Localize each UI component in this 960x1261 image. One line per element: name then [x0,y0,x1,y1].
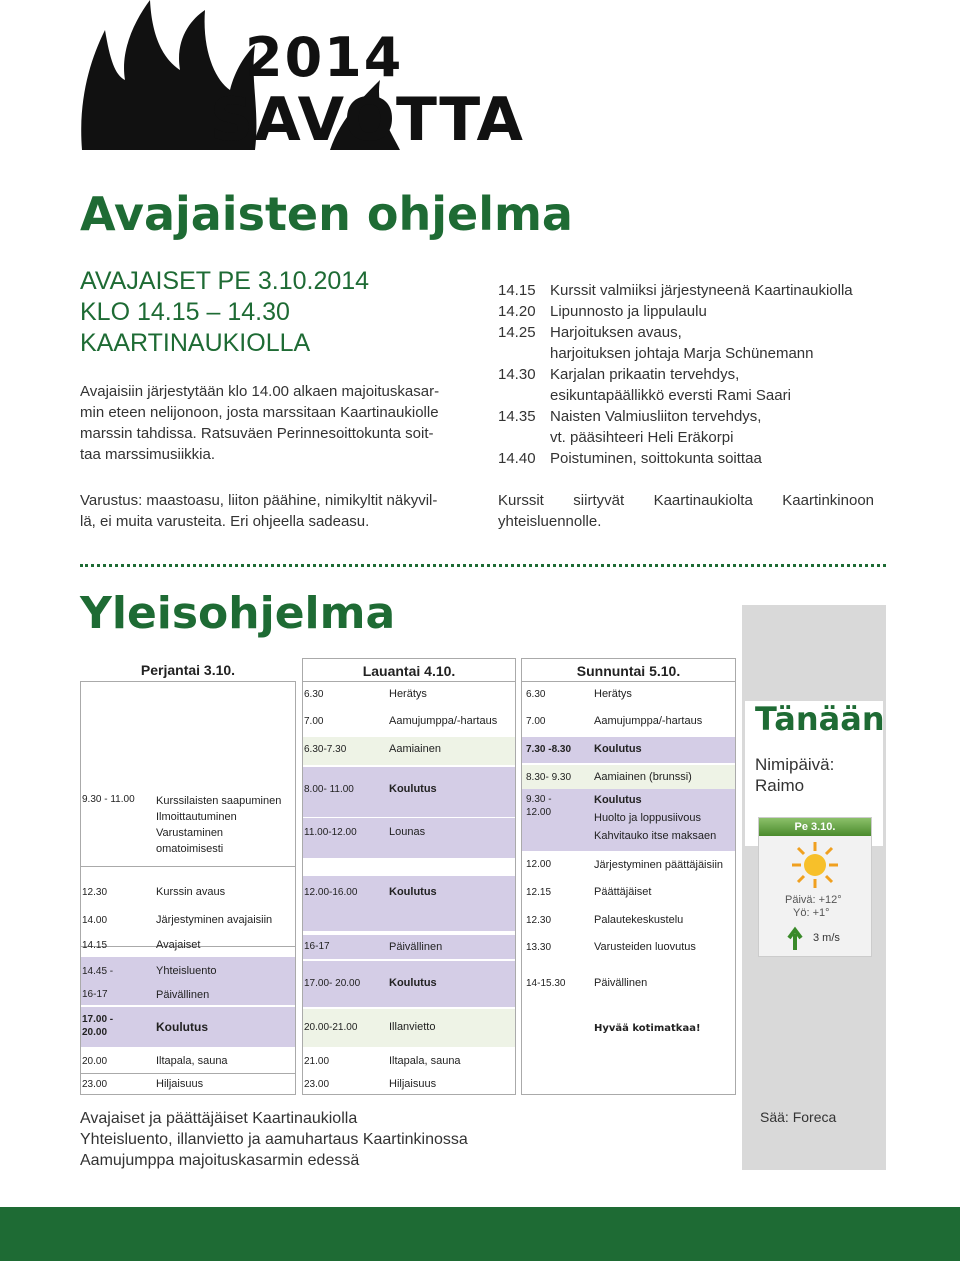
weather-widget [758,817,872,957]
program-text: Naisten Valmiusliiton tervehdys, [550,408,762,425]
ceremony-heading-line: AVAJAISET PE 3.10.2014 [80,267,370,295]
row-activity: Iltapala, sauna [389,1055,461,1067]
schedule-row [303,767,515,817]
program-item [498,322,898,343]
venue-line: Avajaiset ja päättäjäiset Kaartinaukiolla [80,1110,358,1127]
ceremony-heading-line: KAARTINAUKIOLLA [80,329,311,357]
row-time: 9.30 - 11.00 [82,794,135,805]
weather-credit: Sää: Foreca [760,1109,837,1125]
row-activity: Aamujumppa/-hartaus [594,715,703,727]
text-line: yhteisluennolle. [498,513,602,530]
nameday-name: Raimo [755,776,805,795]
sunday-schedule [521,681,736,1095]
row-activity: Järjestyminen avajaisiin [156,914,273,926]
row-activity: Lounas [389,826,426,838]
text-line: min eteen nelijonoon, josta marssitaan Kaartinaukiolle [80,404,439,421]
ceremony-closing [498,490,874,532]
row-time: 6.30 [526,689,546,700]
row-activity: Aamiainen (brunssi) [594,771,692,783]
schedule-row [303,1009,515,1047]
text-line: lä, ei muita varusteita. Eri ohjeella sadeasu. [80,513,370,530]
schedule-row [522,908,735,934]
program-item [498,301,898,322]
row-activity: Päivällinen [594,977,648,989]
row-time: 14.45 - [82,966,114,977]
venue-line: Aamujumppa majoituskasarmin edessä [80,1152,360,1169]
schedule-row [80,1051,296,1073]
program-time: 14.35 [498,408,536,425]
row-time: 20.00 [82,1056,108,1067]
schedule-row [81,1007,295,1047]
row-time: 12.15 [526,887,552,898]
schedule-row [303,682,515,708]
ceremony-heading [80,266,369,359]
today-title: Tänään [755,700,885,738]
row-activity: Iltapala, sauna [156,1055,228,1067]
logo-name: SAVOTTA [210,85,524,155]
row-activity: Aamujumppa/-hartaus [389,715,498,727]
row-time: 13.30 [526,942,552,953]
weather-date: Pe 3.10. [759,818,871,836]
schedule-row [303,818,515,858]
row-time [526,793,552,819]
ceremony-heading-line: KLO 14.15 – 14.30 [80,298,290,326]
schedule-row [80,1074,296,1095]
program-item-cont [498,427,898,448]
row-time: 14-15.30 [526,978,566,989]
text-line: Varustus: maastoasu, liiton päähine, nimikyltit näkyvil- [80,492,438,509]
time-line: 20.00 [82,1027,108,1038]
row-time: 14.00 [82,915,108,926]
schedule-row [522,709,735,735]
row-activity: Avajaiset [156,939,201,951]
row-time: 8.30- 9.30 [526,772,572,783]
row-time: 21.00 [304,1056,330,1067]
footer-bar [0,1207,960,1261]
row-time: 8.00- 11.00 [304,784,354,795]
row-activity: Koulutus [389,977,437,989]
sun-icon [790,840,840,890]
schedule-row [522,935,735,961]
program-text: Harjoituksen avaus, [550,324,682,341]
activity-line: Huolto ja loppusiivous [594,812,702,824]
logo [80,0,524,160]
activity-line: omatoimisesti [156,843,224,855]
weather-wind: 3 m/s [813,932,840,944]
schedule-row [522,789,735,851]
text-line: marssin tahdissa. Ratsuväen Perinnesoittokunta soit- [80,425,434,442]
activity-line: Varustaminen [156,827,224,839]
time-line: 17.00 - [82,1014,114,1025]
program-time: 14.40 [498,450,536,467]
row-activity: Päivällinen [156,989,210,1001]
wind-arrow-icon [787,926,803,950]
time-line: 12.00 [526,807,552,818]
schedule-row [522,682,735,708]
schedule-row [303,876,515,931]
program-item-cont [498,343,898,364]
row-time: 12.00 [526,859,552,870]
row-activity [156,793,281,857]
row-activity: Hiljaisuus [389,1078,437,1090]
text-line: taa marssimusiikkia. [80,446,216,463]
program-time: 14.15 [498,282,536,299]
row-time: 6.30-7.30 [304,744,347,755]
section-title: Yleisohjelma [80,588,396,639]
today-sidebar [742,605,886,1170]
row-time: 6.30 [304,689,324,700]
venue-line: Yhteisluento, illanvietto ja aamuhartaus Kaartinkinossa [80,1131,468,1148]
friday-schedule [80,681,296,1095]
schedule-row [522,880,735,906]
schedule-row [303,709,515,735]
day-header-sunday: Sunnuntai 5.10. [521,658,736,682]
program-text: Poistuminen, soittokunta soittaa [550,450,762,467]
activity-line: Kurssilaisten saapuminen [156,795,282,807]
schedule-row [522,971,735,997]
row-activity: Koulutus [389,783,437,795]
row-time: 11.00-12.00 [304,827,357,838]
program-time: 14.20 [498,303,536,320]
row-activity: Koulutus [156,1020,208,1034]
row-activity: Päivällinen [389,941,443,953]
schedule-row [303,1051,515,1073]
row-activity: Varusteiden luovutus [594,941,696,953]
program-text: Karjalan prikaatin tervehdys, [550,366,740,383]
schedule-row [522,1017,735,1043]
schedule-row [303,935,515,959]
logo-year: 2014 [245,26,404,89]
program-item [498,406,898,427]
ceremony-program [498,280,898,469]
row-time: 20.00-21.00 [304,1022,358,1033]
program-text: vt. pääsihteeri Heli Eräkorpi [550,429,734,446]
row-activity: Järjestyminen päättäjäisiin [594,859,724,871]
dotted-divider [80,564,886,567]
row-activity: Kurssin avaus [156,886,226,898]
time-line: 9.30 - [526,794,552,805]
program-item [498,364,898,385]
schedule-row [522,765,735,789]
program-text: harjoituksen johtaja Marja Schünemann [550,345,814,362]
row-time: 23.00 [82,1079,108,1090]
saturday-schedule [302,681,516,1095]
row-activity: Illanvietto [389,1021,436,1033]
program-item-cont [498,385,898,406]
row-activity: Hiljaisuus [156,1078,204,1090]
row-activity: Päättäjäiset [594,886,652,898]
row-time: 16-17 [304,941,330,952]
program-item [498,448,898,469]
row-activity [594,791,716,845]
row-time: 17.00- 20.00 [304,978,361,989]
row-activity: Koulutus [389,886,437,898]
row-time: 14.15 [82,940,108,951]
program-item [498,280,898,301]
row-activity: Aamiainen [389,743,441,755]
schedule-row [80,908,296,934]
row-time: 7.30 -8.30 [526,744,572,755]
ceremony-equipment [80,490,480,532]
row-time: 12.30 [82,887,108,898]
activity-line: Ilmoittautuminen [156,811,237,823]
program-text: Lipunnosto ja lippulaulu [550,303,707,320]
weather-night-temp: Yö: +1° [793,907,830,919]
row-time: 23.00 [304,1079,330,1090]
schedule-row [80,933,296,959]
activity-line: Koulutus [594,794,642,806]
row-time: 16-17 [82,989,108,1000]
schedule-row [522,853,735,877]
program-text: Kurssit valmiiksi järjestyneenä Kaartinaukiolla [550,282,853,299]
schedule-row [522,737,735,763]
text-line: Kurssit siirtyvät Kaartinaukiolta Kaartinkinoon [498,492,874,509]
nameday-label: Nimipäivä: [755,755,835,774]
row-activity: Hyvää kotimatkaa! [594,1023,701,1034]
schedule-row [81,985,295,1005]
schedule-row [80,787,296,857]
schedule-row [80,880,296,906]
row-activity: Herätys [389,688,427,700]
schedule-row [303,737,515,765]
row-activity: Yhteisluento [156,965,217,977]
schedule-row [303,961,515,1007]
row-time: 12.00-16.00 [304,887,358,898]
weather-day-temp: Päivä: +12° [785,894,842,906]
row-activity: Palautekeskustelu [594,914,684,926]
row-time: 7.00 [526,716,546,727]
venues [80,1108,468,1171]
day-header-saturday: Lauantai 4.10. [302,658,516,682]
day-header-friday: Perjantai 3.10. [80,658,296,682]
row-time: 12.30 [526,915,552,926]
program-time: 14.25 [498,324,536,341]
activity-line: Kahvitauko itse maksaen [594,830,717,842]
page-title: Avajaisten ohjelma [80,187,573,241]
program-text: esikuntapäällikkö eversti Rami Saari [550,387,791,404]
program-time: 14.30 [498,366,536,383]
row-time: 7.00 [304,716,324,727]
row-activity: Koulutus [594,743,642,755]
schedule-row [303,1074,515,1094]
text-line: Avajaisiin järjestytään klo 14.00 alkaen majoituskasar- [80,383,440,400]
row-time [82,1013,113,1039]
ceremony-intro [80,381,480,465]
row-activity: Herätys [594,688,632,700]
